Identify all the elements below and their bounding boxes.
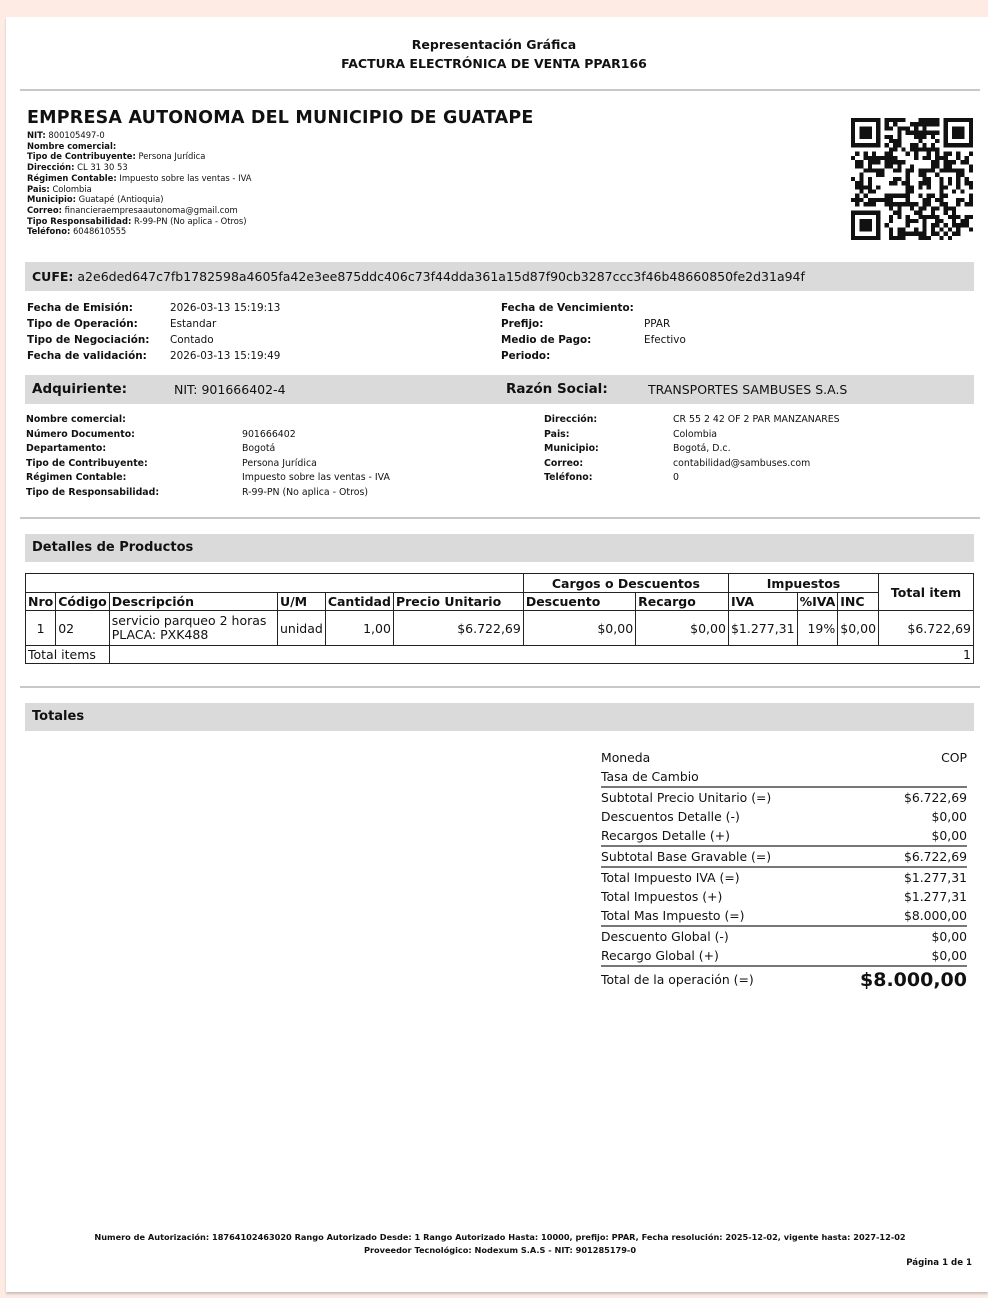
cell-total-item: $6.722,69: [879, 611, 974, 646]
document-subtitle: Representación Gráfica: [411, 37, 577, 52]
issuer-responsibility: Tipo Responsabilidad: R-99-PN (No aplica - Otros): [27, 215, 247, 226]
payment-method: Efectivo: [644, 334, 686, 346]
operation-type: Estandar: [170, 318, 217, 330]
cell-quantity: 1,00: [325, 611, 393, 646]
buyer-document: 901666402: [242, 428, 296, 440]
totals-row-subtotal-unit-price: Subtotal Precio Unitario (=) $6.722,69: [601, 786, 967, 807]
cufe-value: a2e6ded647c7fb1782598a4605fa42e3ee875ddc406c73f44dda361a15d87f90cb3287ccc3f46b48660850fe2d31a94f: [77, 269, 805, 284]
buyer-phone: 0: [673, 472, 679, 484]
buyer-nit: NIT: 901666402-4: [174, 382, 286, 397]
table-row: [26, 611, 974, 646]
document-title: FACTURA ELECTRÓNICA DE VENTA PPAR166: [341, 56, 647, 71]
buyer-details-left: Nombre comercial: Número Documento: 901666402 Departamento: Bogotá Tipo de Contribuyente: Persona Jurídica Régimen Contable: Impuesto sobre las ventas - IVA Tipo de Responsabilidad: R-99-PN (No aplica - Otros): [26, 413, 390, 501]
issuer-trade-name: Nombre comercial:: [27, 140, 117, 151]
cell-iva: $1.277,31: [728, 611, 797, 646]
column-header-code: Código: [56, 593, 110, 611]
cell-code: 02: [56, 611, 110, 646]
column-header-unit: U/M: [277, 593, 325, 611]
invoice-info-right: Fecha de Vencimiento: Prefijo: PPAR Medio de Pago: Efectivo Periodo:: [501, 302, 686, 362]
buyer-municipality: Bogotá, D.c.: [673, 443, 731, 455]
prefix: PPAR: [644, 318, 671, 330]
total-items-row: [26, 646, 974, 664]
totals-summary: [601, 748, 967, 993]
authorization-info: Numero de Autorización: 18764102463020 Rango Autorizado Desde: 1 Rango Autorizado Hasta: 10000, prefijo: PPAR, Fecha resolución: 2025-12-02, vigente hasta: 2027-12-02: [94, 1232, 906, 1242]
cell-description: servicio parqueo 2 horas PLACA: PXK488: [109, 611, 277, 646]
group-header-charges: Cargos o Descuentos: [523, 574, 728, 593]
column-header-iva: IVA: [728, 593, 797, 611]
totals-row-detail-discounts: Descuentos Detalle (-) $0,00: [601, 809, 967, 824]
issuer-email: Correo: financieraempresaautonoma@gmail.com: [27, 204, 238, 215]
cufe-label: CUFE:: [32, 269, 74, 284]
group-header-taxes: Impuestos: [728, 574, 878, 593]
buyer-email: contabilidad@sambuses.com: [673, 457, 811, 469]
column-header-iva-percent: %IVA: [797, 593, 838, 611]
cell-inc: $0,00: [838, 611, 879, 646]
total-items-value: 1: [109, 646, 973, 664]
cell-discount: $0,00: [523, 611, 635, 646]
totals-row-iva-tax: Total Impuesto IVA (=) $1.277,31: [601, 866, 967, 887]
totals-row-detail-surcharges: Recargos Detalle (+) $0,00: [601, 828, 967, 843]
issuer-details: [27, 130, 252, 237]
issuer-country: Pais: Colombia: [27, 183, 92, 194]
products-section-header: Detalles de Productos: [25, 534, 974, 562]
issuer-address: Dirección: CL 31 30 53: [27, 162, 128, 173]
issuer-taxpayer-type: Tipo de Contribuyente: Persona Jurídica: [27, 151, 206, 162]
totals-row-total-plus-tax: Total Mas Impuesto (=) $8.000,00: [601, 908, 967, 923]
buyer-responsibility: R-99-PN (No aplica - Otros): [242, 486, 368, 498]
cell-nro: 1: [26, 611, 56, 646]
buyer-details-right: Dirección: CR 55 2 42 OF 2 PAR MANZANARES Pais: Colombia Municipio: Bogotá, D.c. Correo: contabilidad@sambuses.com Teléfono: 0: [544, 413, 840, 486]
column-header-surcharge: Recargo: [636, 593, 729, 611]
totals-row-global-surcharge: Recargo Global (+) $0,00: [601, 948, 967, 963]
issuer-name: EMPRESA AUTONOMA DEL MUNICIPIO DE GUATAPE: [27, 108, 534, 128]
cufe-bar: [25, 262, 974, 291]
grand-total-value: $8.000,00: [860, 969, 967, 991]
cell-unit-price: $6.722,69: [393, 611, 523, 646]
totals-section-header: Totales: [25, 703, 974, 731]
invoice-info-left: Fecha de Emisión: 2026-03-13 15:19:13 Tipo de Operación: Estandar Tipo de Negociación: Contado Fecha de validación: 2026-03-13 15:19:49: [27, 302, 281, 362]
issuer-regime: Régimen Contable: Impuesto sobre las ventas - IVA: [27, 172, 252, 183]
buyer-bar: [25, 375, 974, 404]
total-items-label: Total items: [26, 646, 110, 664]
totals-row-global-discount: Descuento Global (-) $0,00: [601, 925, 967, 946]
totals-row-exchange-rate: Tasa de Cambio: [601, 769, 699, 784]
qr-code-icon: [851, 118, 973, 240]
company-name-label: Razón Social:: [506, 381, 608, 397]
column-header-quantity: Cantidad: [325, 593, 393, 611]
column-header-discount: Descuento: [523, 593, 635, 611]
validation-date: 2026-03-13 15:19:49: [170, 350, 281, 362]
totals-row-currency: Moneda COP: [601, 750, 967, 765]
column-header-total-item: Total item: [879, 574, 974, 611]
totals-row-taxable-base: Subtotal Base Gravable (=) $6.722,69: [601, 845, 967, 866]
column-header-inc: INC: [838, 593, 879, 611]
buyer-company-name: TRANSPORTES SAMBUSES S.A.S: [648, 382, 848, 397]
column-header-unit-price: Precio Unitario: [393, 593, 523, 611]
divider: [20, 517, 980, 519]
column-header-nro: Nro: [26, 593, 56, 611]
cell-iva-percent: 19%: [797, 611, 838, 646]
cell-surcharge: $0,00: [636, 611, 729, 646]
buyer-country: Colombia: [673, 428, 718, 440]
divider: [20, 686, 980, 688]
totals-row-total-taxes: Total Impuestos (+) $1.277,31: [601, 889, 967, 904]
buyer-department: Bogotá: [242, 443, 276, 455]
products-table: [25, 573, 974, 664]
divider: [20, 89, 980, 91]
page-number: Página 1 de 1: [906, 1258, 972, 1268]
negotiation-type: Contado: [170, 334, 214, 346]
buyer-address: CR 55 2 42 OF 2 PAR MANZANARES: [673, 414, 840, 425]
buyer-label: Adquiriente:: [32, 381, 128, 397]
cell-unit: unidad: [277, 611, 325, 646]
column-header-description: Descripción: [109, 593, 277, 611]
issuer-nit: NIT: 800105497-0: [27, 130, 105, 140]
buyer-regime: Impuesto sobre las ventas - IVA: [242, 472, 390, 484]
tech-provider-info: Proveedor Tecnológico: Nodexum S.A.S - NIT: 901285179-0: [363, 1245, 637, 1255]
totals-row-grand-total: Total de la operación (=) $8.000,00: [601, 965, 967, 993]
issue-date: 2026-03-13 15:19:13: [170, 302, 281, 314]
buyer-taxpayer-type: Persona Jurídica: [242, 457, 317, 469]
issuer-phone: Teléfono: 6048610555: [27, 226, 127, 237]
issuer-municipality: Municipio: Guatapé (Antioquia): [27, 194, 164, 205]
